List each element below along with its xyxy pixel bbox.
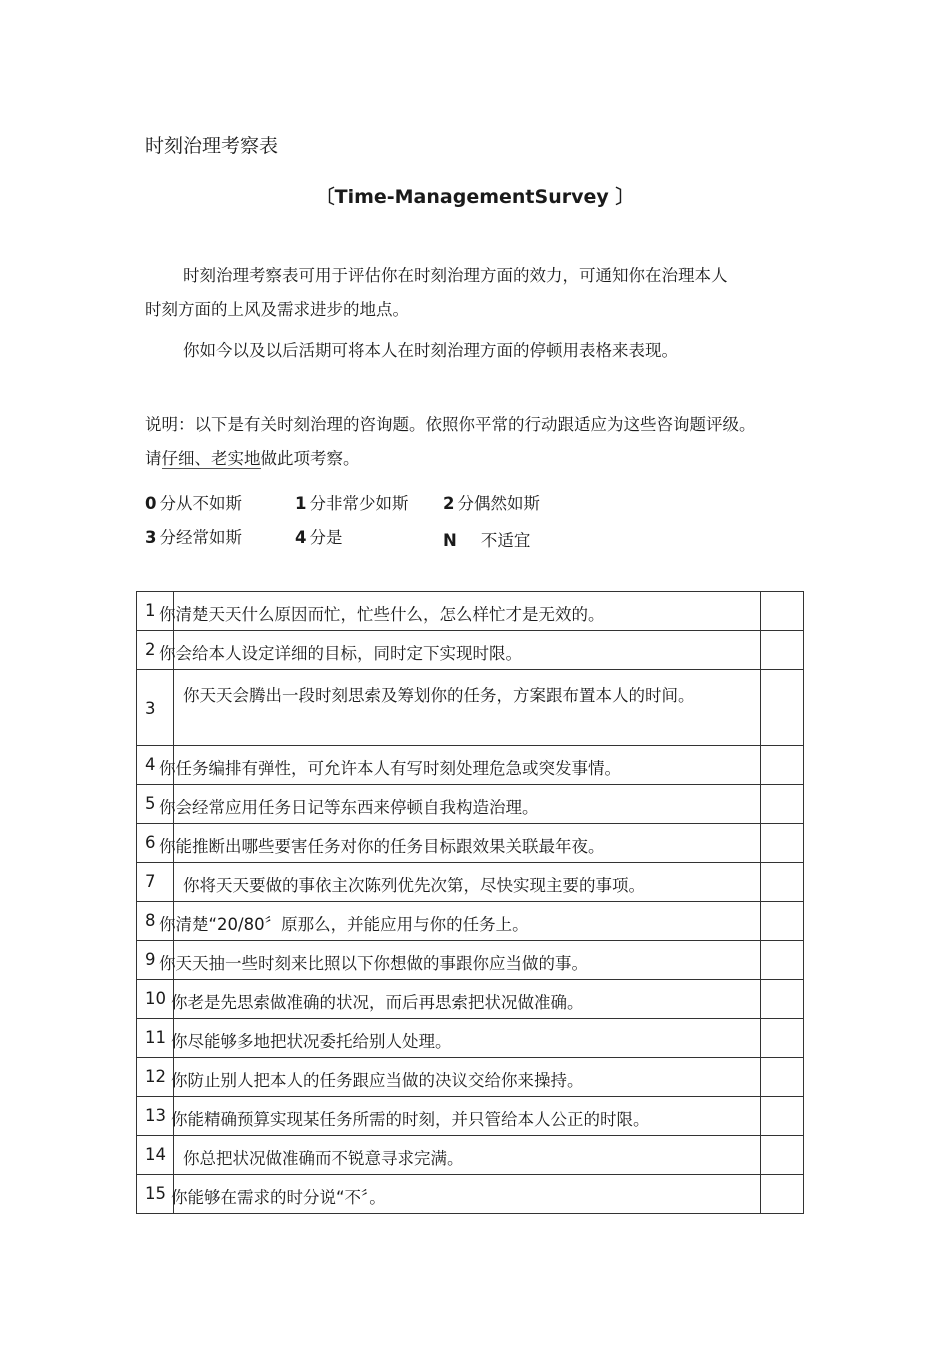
table-row: 11 你尽能够多地把状况委托给别人处理。 (136, 1019, 804, 1058)
scale-item-2: 2 分偶然如斯 (443, 494, 540, 513)
note-line-2 (145, 442, 360, 476)
table-row: 1 你清楚天天什么原因而忙，忙些什么，怎么样忙才是无效的。 (136, 591, 804, 631)
note-line-2-a: 请 (145, 449, 162, 468)
table-row: 8 你清楚“20/80〞原那么，并能应用与你的任务上。 (136, 902, 804, 941)
scale-item-3: 3 分经常如斯 (145, 528, 242, 547)
note-line-2-emphasis: 仔细、老实地 (161, 449, 261, 468)
note-line-1: 说明：以下是有关时刻治理的咨询题。依照你平常的行动跟适应为这些咨询题评级。 (145, 415, 756, 434)
doc-title: 时刻治理考察表 (145, 135, 279, 157)
scale-item-0: 0 分从不如斯 (145, 494, 242, 513)
table-row: 9 你天天抽一些时刻来比照以下你想做的事跟你应当做的事。 (136, 941, 804, 980)
table-row: 5 你会经常应用任务日记等东西来停顿自我构造治理。 (136, 785, 804, 824)
note-line-2-c: 做此项考察。 (260, 449, 360, 468)
table-row: 4 你任务编排有弹性，可允许本人有写时刻处理危急或突发事情。 (136, 746, 804, 785)
table-row: 13 你能精确预算实现某任务所需的时刻，并只管给本人公正的时限。 (136, 1097, 804, 1136)
table-row: 12 你防止别人把本人的任务跟应当做的决议交给你来操持。 (136, 1058, 804, 1097)
doc-subtitle: 〔Time-ManagementSurvey 〕 (315, 186, 635, 208)
table-row: 10 你老是先思索做准确的状况，而后再思索把状况做准确。 (136, 980, 804, 1019)
intro-line-2: 时刻方面的上风及需求进步的地点。 (145, 300, 409, 319)
scale-item-1: 1 分非常少如斯 (295, 494, 409, 513)
scale-item-4: 4 分是 (295, 528, 343, 547)
table-row: 3 你天天会腾出一段时刻思索及筹划你的任务，方案跟布置本人的时间。 (136, 670, 804, 746)
scale-item-n: N 不适宜 (443, 531, 531, 550)
intro-line-1: 时刻治理考察表可用于评估你在时刻治理方面的效力，可通知你在治理本人 (183, 266, 728, 285)
table-row: 2 你会给本人设定详细的目标，同时定下实现时限。 (136, 631, 804, 670)
table-row: 7 你将天天要做的事依主次陈列优先次第，尽快实现主要的事项。 (136, 863, 804, 902)
table-row: 14 你总把状况做准确而不锐意寻求完满。 (136, 1136, 804, 1175)
table-row: 6 你能推断出哪些要害任务对你的任务目标跟效果关联最年夜。 (136, 824, 804, 863)
survey-table (136, 591, 804, 1214)
table-row: 15 你能够在需求的时分说“不〞。 (136, 1175, 804, 1214)
intro-line-3: 你如今以及以后活期可将本人在时刻治理方面的停顿用表格来表现。 (183, 341, 678, 360)
